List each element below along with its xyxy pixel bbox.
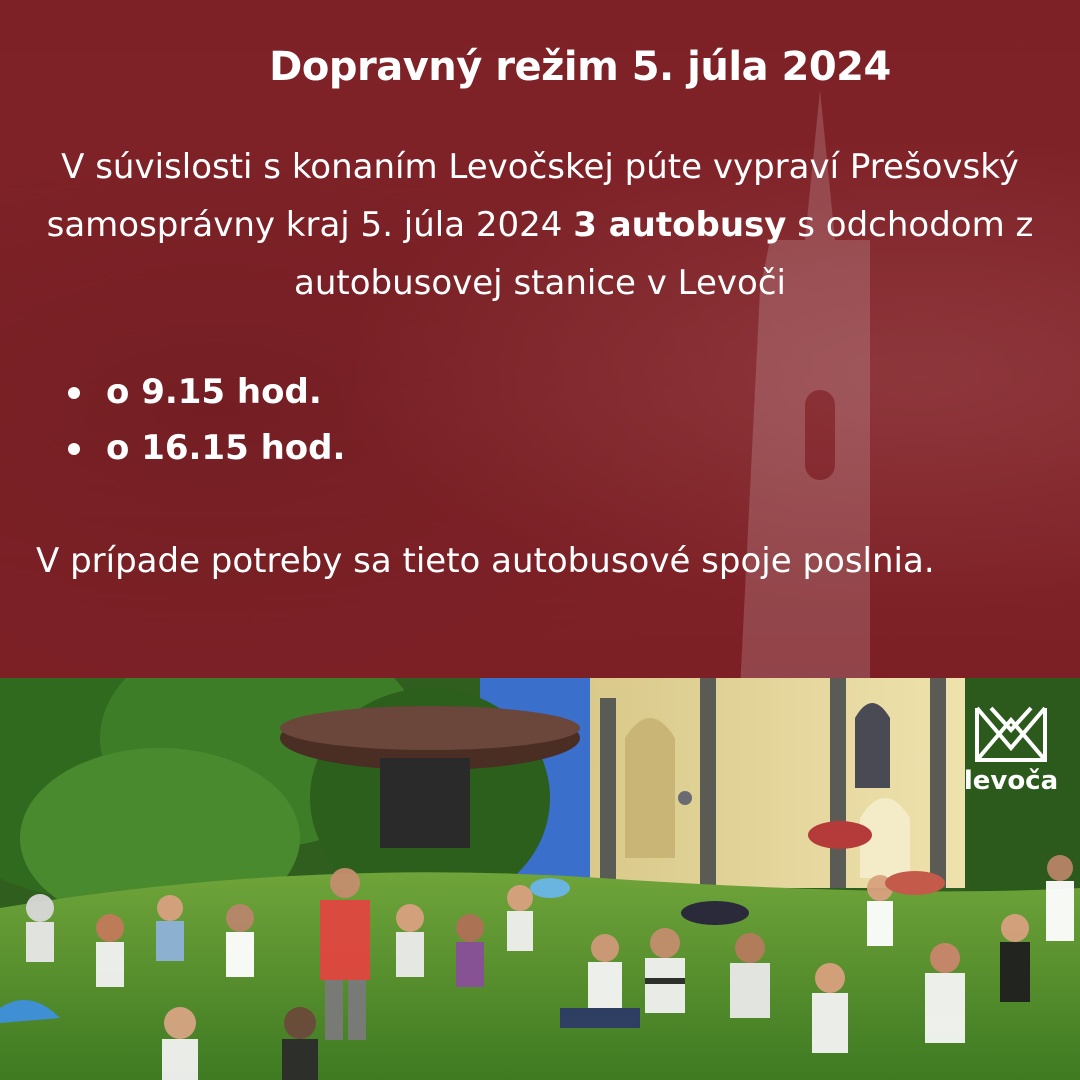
intro-bold-count: 3 autobusy bbox=[573, 205, 787, 245]
bullet-icon bbox=[68, 387, 80, 399]
bullet-icon bbox=[68, 443, 80, 455]
page-title: Dopravný režim 5. júla 2024 bbox=[269, 44, 891, 90]
logo-wordmark: levoča bbox=[963, 766, 1059, 796]
intro-paragraph bbox=[40, 138, 1040, 312]
crown-icon bbox=[971, 700, 1051, 766]
intro-text-end: s odchodom z autobusovej stanice v Levoči bbox=[293, 205, 1034, 303]
note-paragraph: V prípade potreby sa tieto autobusové spoje poslnia. bbox=[36, 541, 935, 581]
departure-list bbox=[62, 364, 345, 476]
list-item bbox=[62, 420, 345, 476]
intro-text-start: V súvislosti s konaním Levočskej púte vypraví Prešovský samosprávny kraj 5. júla 2024 bbox=[46, 147, 1019, 245]
levoca-logo bbox=[956, 700, 1066, 810]
crowd-scene-image bbox=[0, 678, 1080, 1080]
departure-time: o 16.15 hod. bbox=[106, 428, 346, 468]
pilgrimage-photo bbox=[0, 678, 1080, 1080]
list-item bbox=[62, 364, 345, 420]
departure-time: o 9.15 hod. bbox=[106, 372, 322, 412]
